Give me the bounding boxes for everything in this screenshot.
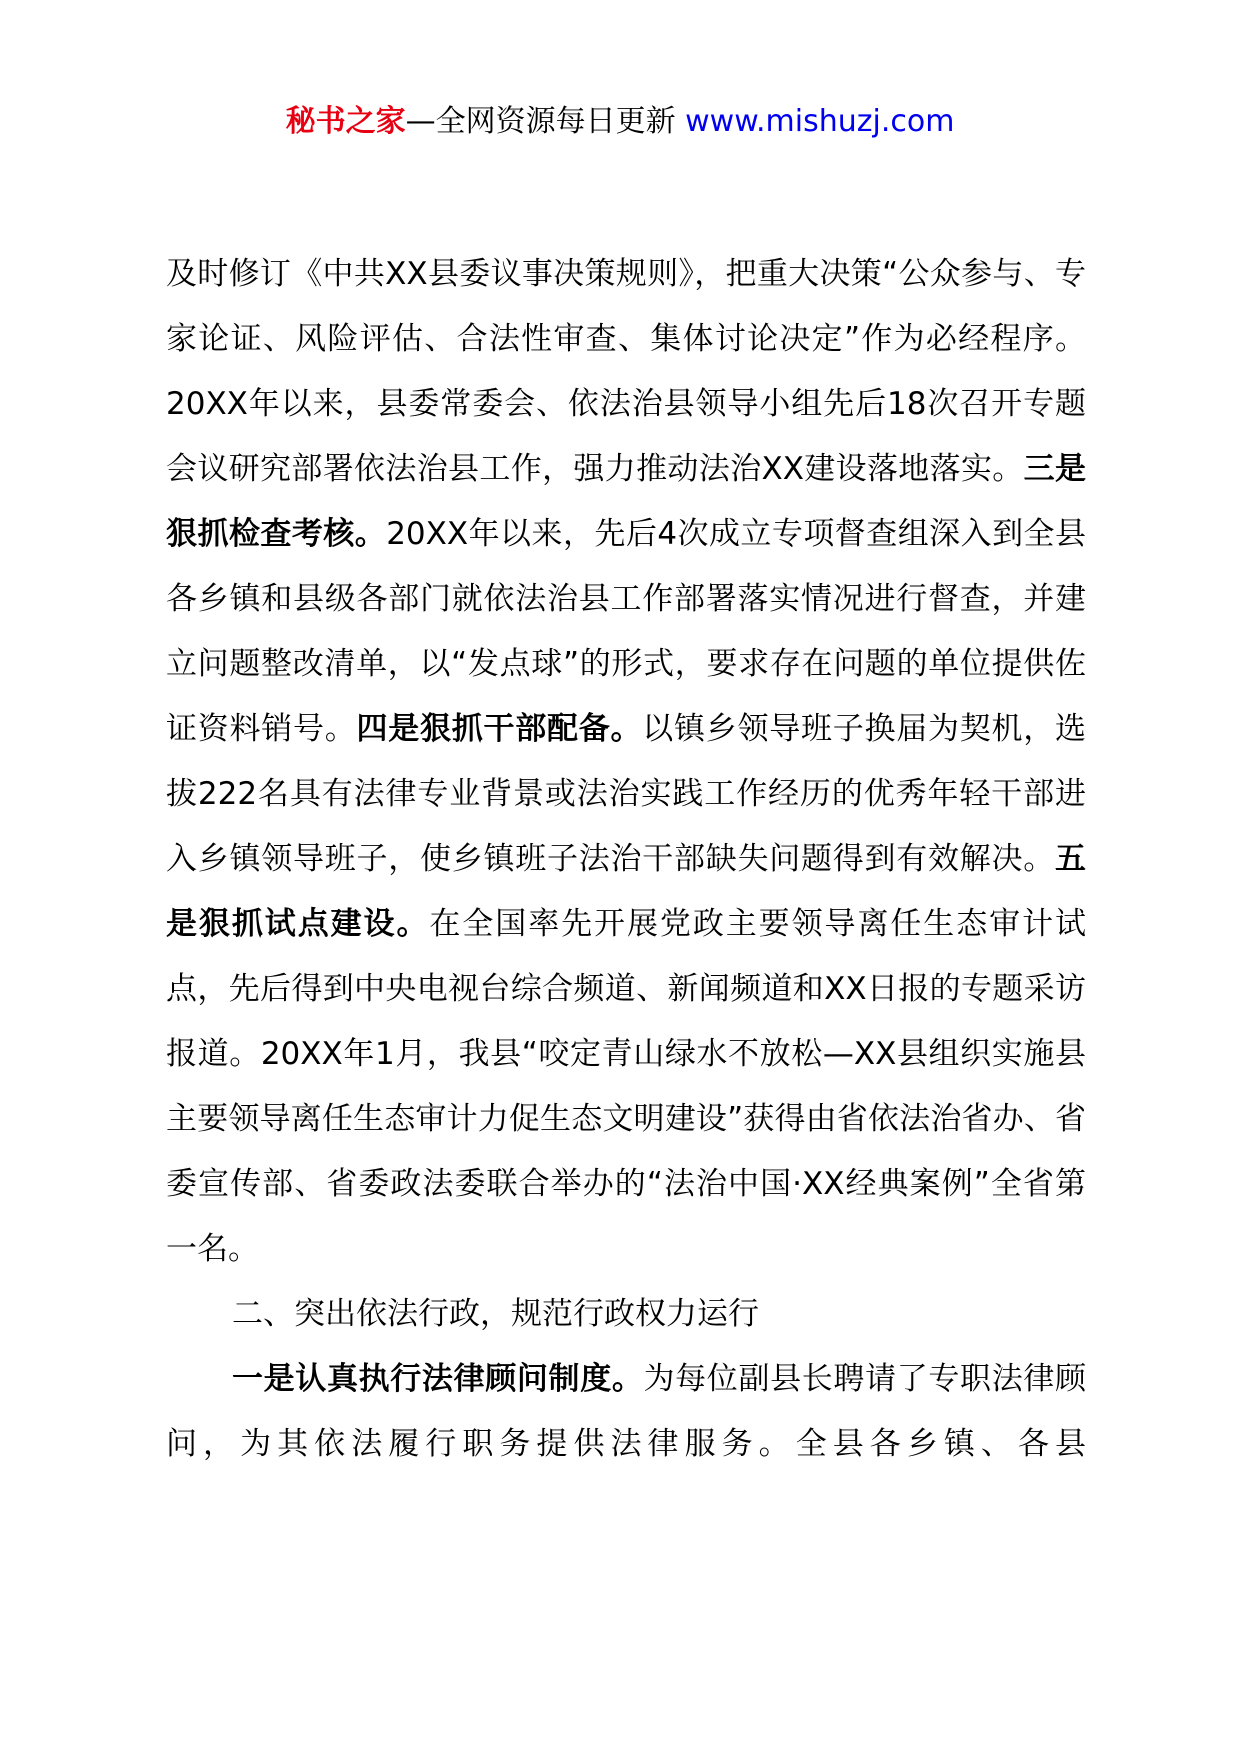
- point-heading: 一是认真执行法律顾问制度。: [232, 1361, 644, 1397]
- site-url-link[interactable]: www.mishuzj.com: [685, 104, 955, 139]
- paragraph-text: 及时修订《中共XX县委议事决策规则》，把重大决策“公众参与、专家论证、风险评估、合法性审查、集体讨论决定”作为必经程序。20XX年以来，县委常委会、依法治县领导小组先后18次召开专题会议研究部署依法治县工作，强力推动法治XX建设落地落实。: [166, 256, 1086, 487]
- paragraph-text: 20XX年以来，先后4次成立专项督查组深入到全县各乡镇和县级各部门就依法治县工作部署落实情况进行督查，并建立问题整改清单，以“发点球”的形式，要求存在问题的单位提供佐证资料销号。: [166, 516, 1086, 747]
- point-heading: 三是狠抓检查考核。: [166, 451, 1086, 552]
- paragraph-text: 以镇乡领导班子换届为契机，选拔222名具有法律专业背景或法治实践工作经历的优秀年轻干部进入乡镇领导班子，使乡镇班子法治干部缺失问题得到有效解决。: [166, 711, 1086, 877]
- brand-name: 秘书之家: [285, 104, 406, 139]
- paragraph: [166, 1347, 1086, 1477]
- section-heading: 二、突出依法行政，规范行政权力运行: [232, 1296, 759, 1332]
- point-heading: 四是狠抓干部配备。: [356, 711, 643, 747]
- header-tagline: —全网资源每日更新: [405, 104, 676, 139]
- document-body: [166, 242, 1086, 1477]
- paragraph-continuation: [166, 242, 1086, 1282]
- paragraph-text: 在全国率先开展党政主要领导离任生态审计试点，先后得到中央电视台综合频道、新闻频道和XX日报的专题采访报道。20XX年1月，我县“咬定青山绿水不放松—XX县组织实施县主要领导离任生态审计力促生态文明建设”获得由省依法治省办、省委宣传部、省委政法委联合举办的“法治中国·XX经典案例”全省第一名。: [166, 906, 1087, 1267]
- point-heading: 五是狠抓试点建设。: [166, 841, 1086, 942]
- paragraph-text: 为每位副县长聘请了专职法律顾问，为其依法履行职务提供法律服务。全县各乡镇、各县: [166, 1361, 1086, 1462]
- site-header: [0, 102, 1240, 142]
